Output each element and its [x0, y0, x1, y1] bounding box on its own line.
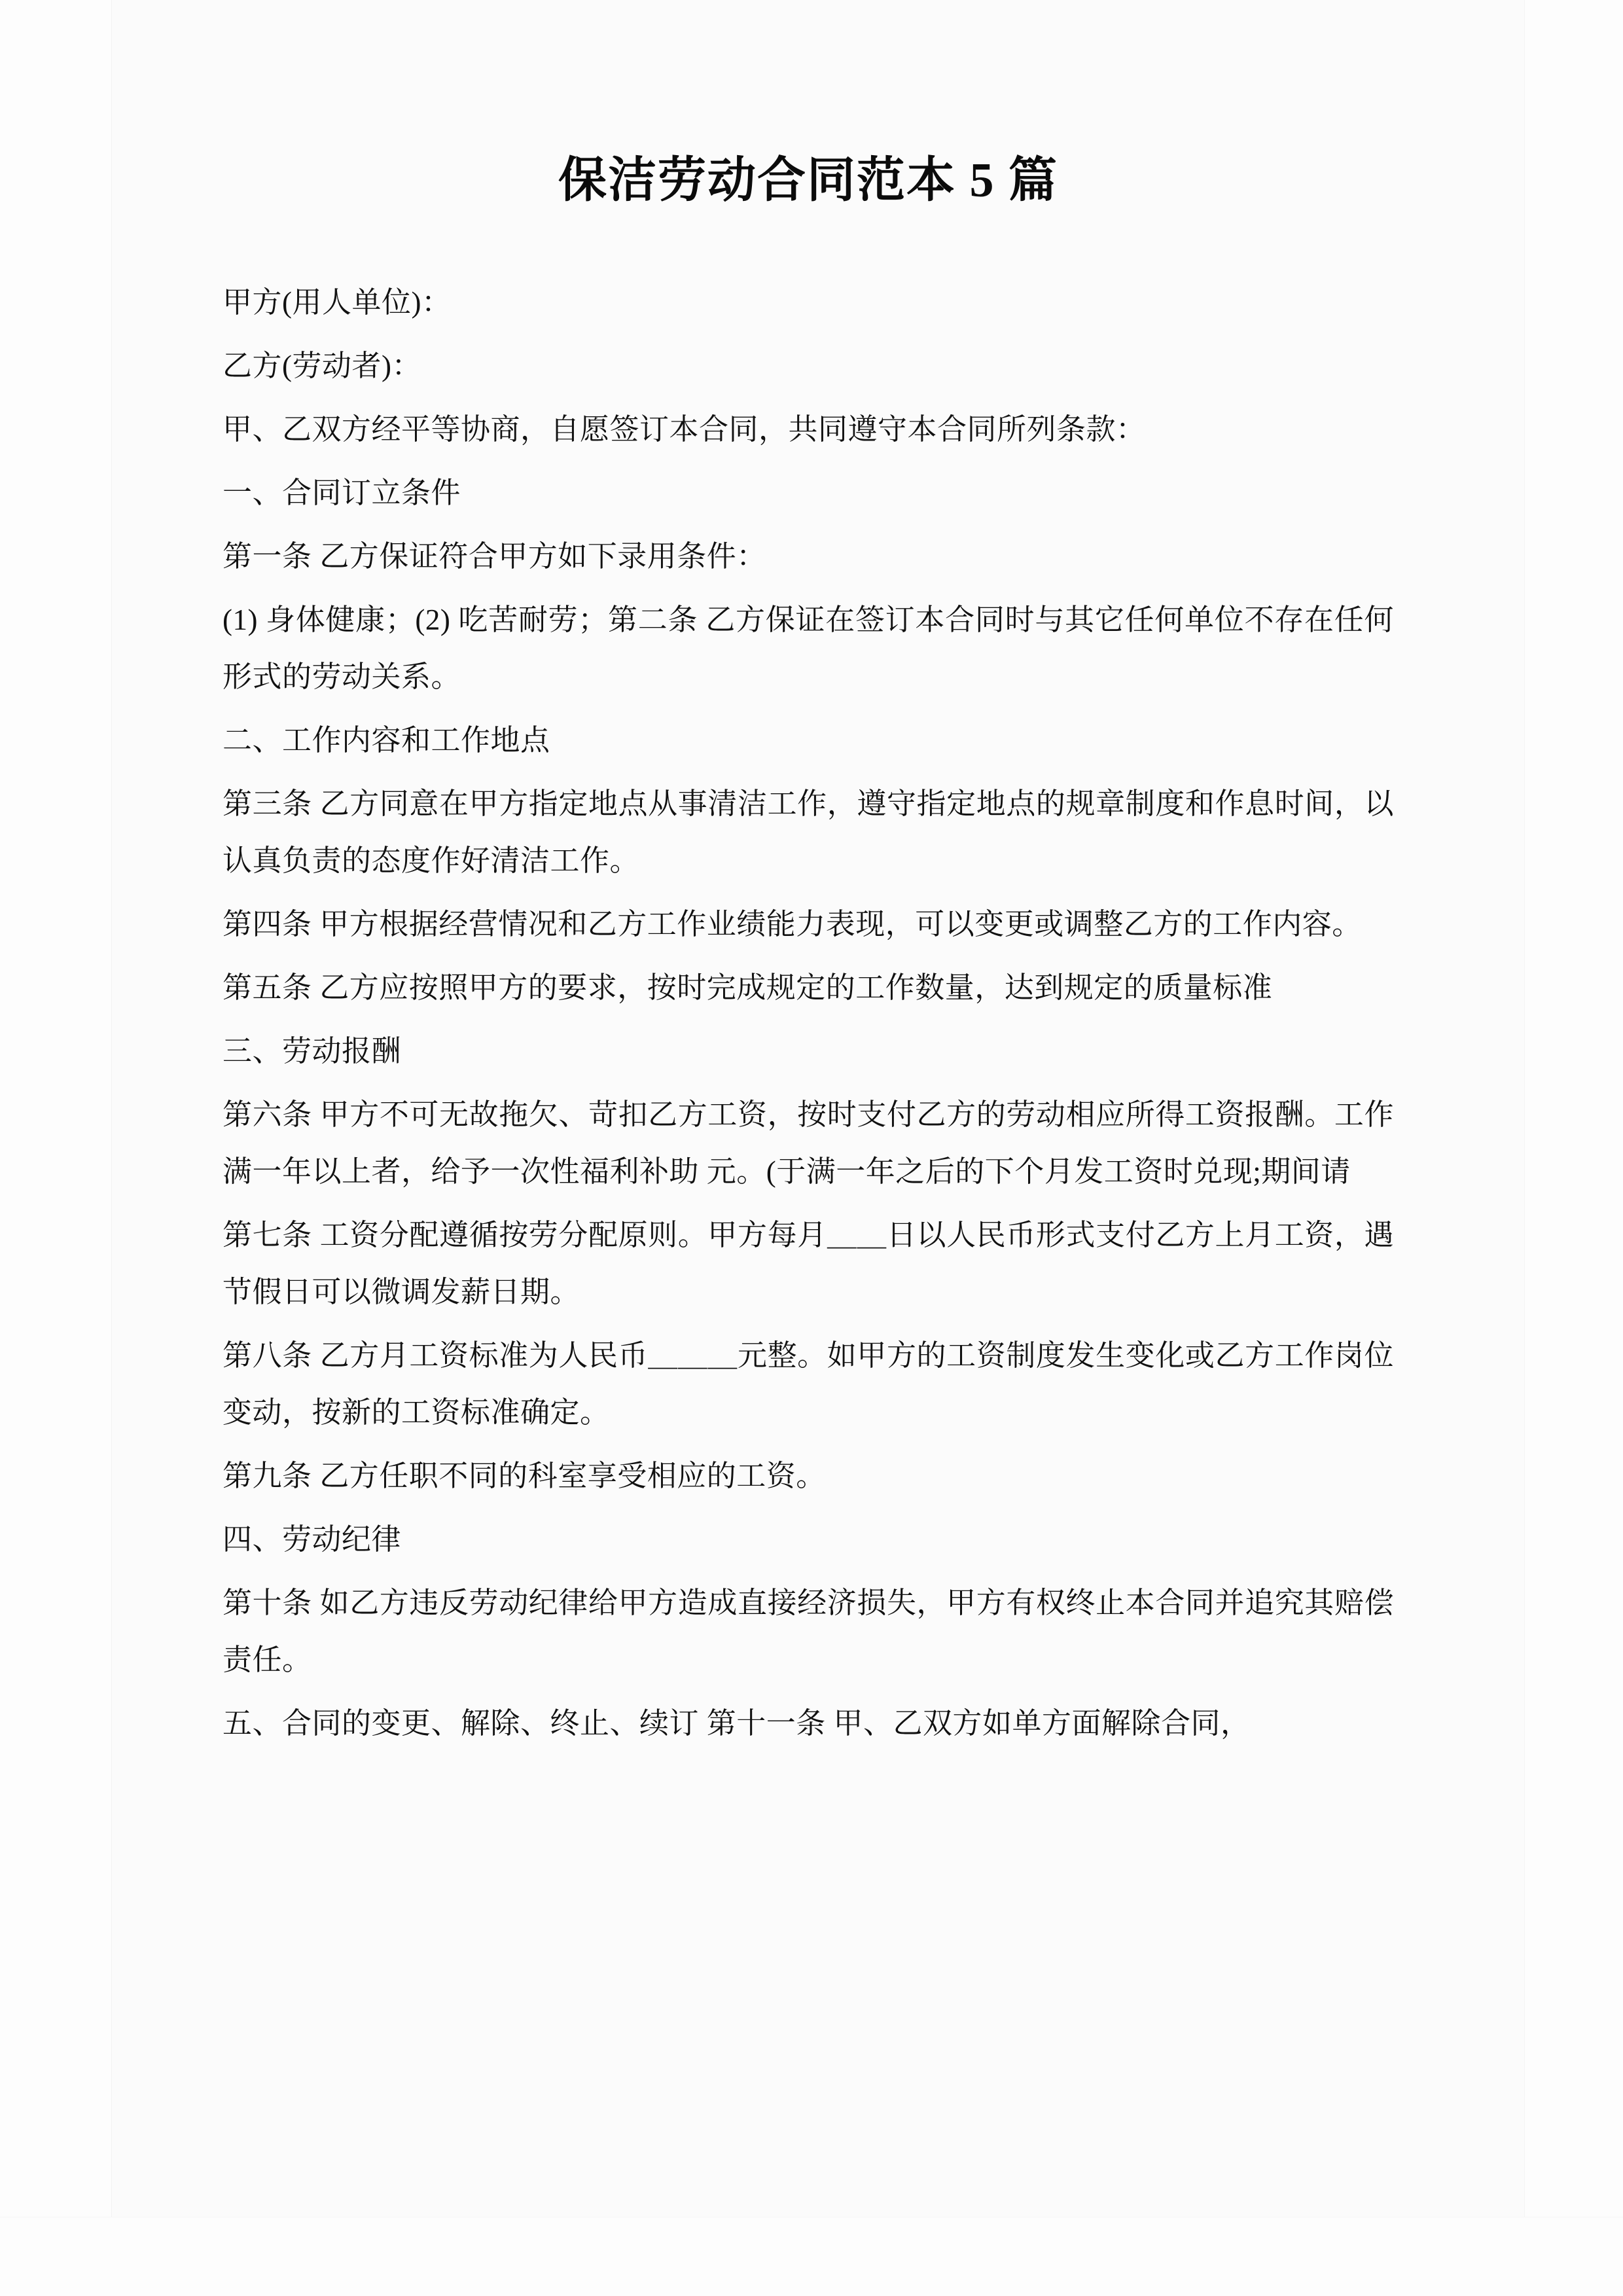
article-six: 第六条 甲方不可无故拖欠、苛扣乙方工资，按时支付乙方的劳动相应所得工资报酬。工作满一年以上者，给予一次性福利补助 元。(于满一年之后的下个月发工资时兑现;期间请 — [223, 1098, 1394, 1188]
article-two: (1) 身体健康；(2) 吃苦耐劳；第二条 乙方保证在签订本合同时与其它任何单位不存在任何形式的劳动关系。 — [223, 603, 1394, 693]
page-left-margin-edge — [0, 0, 112, 2296]
article-eight: 第八条 乙方月工资标准为人民币＿＿＿元整。如甲方的工资制度发生变化或乙方工作岗位变动，按新的工资标准确定。 — [223, 1338, 1394, 1429]
party-b-line: 乙方(劳动者)： — [223, 349, 421, 382]
page-right-margin-edge — [1524, 0, 1623, 2296]
section-heading-four: 四、劳动纪律 — [223, 1522, 402, 1556]
article-ten: 第十条 如乙方违反劳动纪律给甲方造成直接经济损失，甲方有权终止本合同并追究其赔偿责任。 — [223, 1586, 1394, 1676]
party-a-line: 甲方(用人单位)： — [223, 285, 452, 319]
article-nine: 第九条 乙方任职不同的科室享受相应的工资。 — [223, 1459, 826, 1492]
section-heading-one: 一、合同订立条件 — [223, 476, 461, 509]
article-seven: 第七条 工资分配遵循按劳分配原则。甲方每月＿＿日以人民币形式支付乙方上月工资，遇节假日可以微调发薪日期。 — [223, 1218, 1394, 1308]
section-heading-five: 五、合同的变更、解除、终止、续订 第十一条 甲、乙双方如单方面解除合同， — [223, 1706, 1251, 1740]
section-heading-two: 二、工作内容和工作地点 — [223, 723, 550, 757]
preamble-paragraph: 甲、乙双方经平等协商，自愿签订本合同，共同遵守本合同所列条款： — [223, 412, 1146, 446]
page-bottom-margin-edge — [0, 2217, 1623, 2296]
document-title: 保洁劳动合同范本 5 篇 — [558, 154, 1058, 207]
article-four: 第四条 甲方根据经营情况和乙方工作业绩能力表现，可以变更或调整乙方的工作内容。 — [223, 907, 1362, 941]
article-one: 第一条 乙方保证符合甲方如下录用条件： — [223, 539, 766, 573]
section-heading-three: 三、劳动报酬 — [223, 1034, 402, 1067]
document-body — [223, 151, 1394, 1759]
article-five: 第五条 乙方应按照甲方的要求，按时完成规定的工作数量，达到规定的质量标准 — [223, 971, 1273, 1004]
article-three: 第三条 乙方同意在甲方指定地点从事清洁工作，遵守指定地点的规章制度和作息时间，以认真负责的态度作好清洁工作。 — [223, 787, 1394, 877]
